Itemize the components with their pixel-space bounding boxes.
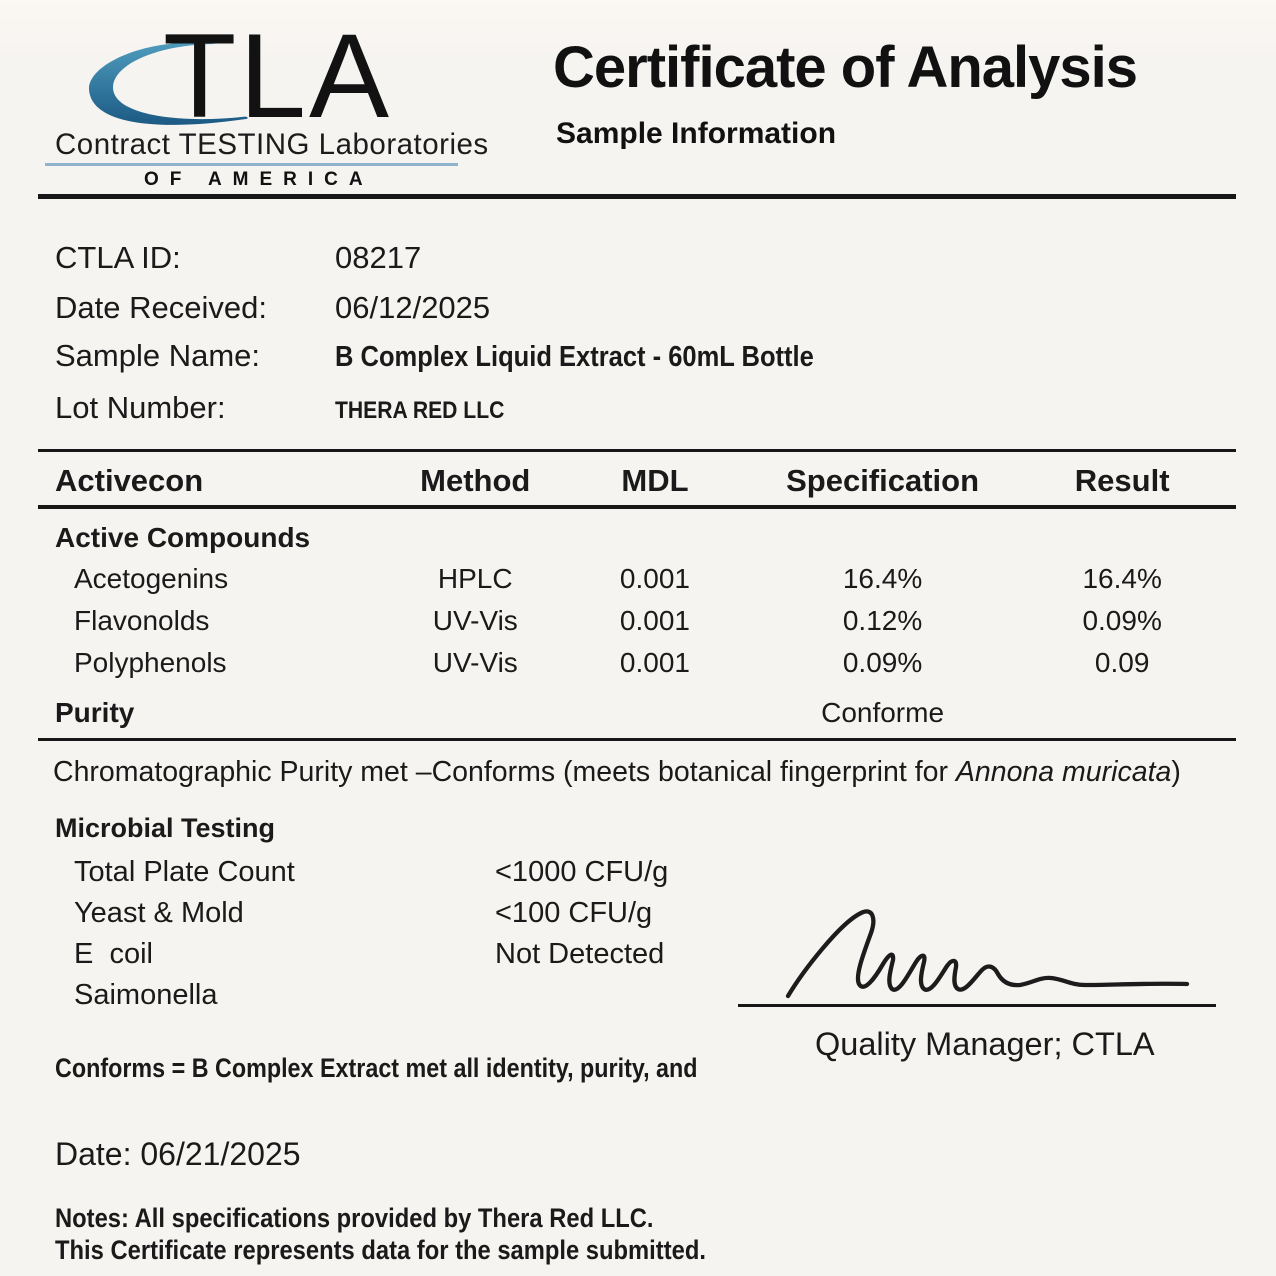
- ctla-id-label: CTLA ID:: [55, 240, 181, 275]
- result-value: 0.09: [1094, 647, 1150, 678]
- col-header-method: Method: [420, 463, 531, 498]
- table-row: [38, 647, 1236, 679]
- mdl-value: 0.001: [619, 647, 690, 678]
- purity-value: Conforme: [821, 697, 945, 728]
- purity-row: [38, 697, 1236, 729]
- mdl-value: 0.001: [619, 563, 690, 594]
- logo-acronym: TLA: [163, 9, 393, 143]
- date-received-label: Date Received:: [55, 290, 267, 325]
- signature-caption: Quality Manager; CTLA: [815, 1026, 1155, 1062]
- header-divider: [38, 194, 1236, 199]
- col-header-mdl: MDL: [621, 463, 689, 498]
- micro-test-name: E coil: [74, 938, 153, 970]
- method-value: HPLC: [437, 563, 513, 594]
- purity-label: Purity: [55, 697, 135, 728]
- date-label: Date:: [55, 1136, 132, 1172]
- analyte-name: Acetogenins: [74, 563, 229, 594]
- lot-number-label: Lot Number:: [55, 390, 226, 425]
- table-header-row: [38, 463, 1236, 499]
- notes-line-1: Notes: All specifications provided by Thera Red LLC.: [55, 1203, 654, 1233]
- col-header-specification: Specification: [786, 463, 980, 498]
- species-name: Annona muricata: [955, 756, 1172, 788]
- date-value: 06/21/2025: [140, 1136, 301, 1172]
- logo-subtext: Contract TESTING Laboratories: [55, 128, 489, 161]
- table-bottom-rule: [38, 738, 1236, 741]
- method-value: UV-Vis: [432, 605, 518, 636]
- page-title: Certificate of Analysis: [553, 35, 1138, 100]
- micro-test-name: Yeast & Mold: [74, 897, 244, 929]
- col-header-activecon: Activecon: [55, 463, 204, 498]
- section-sample-information: Sample Information: [556, 117, 837, 150]
- sample-name-label: Sample Name:: [55, 338, 261, 373]
- signature-scribble: [735, 883, 1205, 1008]
- logo-underline: [45, 163, 458, 166]
- spec-value: 0.12%: [842, 605, 923, 636]
- spec-value: 0.09%: [842, 647, 923, 678]
- table-top-rule: [38, 449, 1236, 452]
- col-header-result: Result: [1074, 463, 1170, 498]
- microbial-testing-heading: Microbial Testing: [55, 813, 276, 843]
- analyte-name: Flavonolds: [74, 605, 210, 636]
- table-row: [38, 605, 1236, 637]
- signature-line: [738, 1004, 1216, 1007]
- table-row: [38, 563, 1236, 595]
- spec-value: 16.4%: [842, 563, 923, 594]
- result-value: 16.4%: [1082, 563, 1162, 594]
- table-header-rule: [38, 505, 1236, 509]
- active-compounds-section-label: Active Compounds: [55, 522, 311, 553]
- method-value: UV-Vis: [432, 647, 518, 678]
- logo-of-america: OF AMERICA: [144, 169, 374, 190]
- micro-test-name: Total Plate Count: [74, 856, 295, 888]
- analyte-name: Polyphenols: [74, 647, 227, 678]
- notes-line-2: This Certificate represents data for the sample submitted.: [55, 1235, 706, 1265]
- micro-test-result: Not Detected: [495, 938, 665, 970]
- micro-test-name: Saimonella: [74, 979, 218, 1011]
- date-received-value: 06/12/2025: [335, 290, 491, 325]
- sample-name-value: B Complex Liquid Extract - 60mL Bottle: [335, 341, 814, 373]
- micro-test-result: <1000 CFU/g: [495, 856, 669, 888]
- micro-test-result: <100 CFU/g: [495, 897, 653, 929]
- notes-block: [55, 1202, 795, 1266]
- mdl-value: 0.001: [619, 605, 690, 636]
- result-value: 0.09%: [1082, 605, 1162, 636]
- chromatographic-purity-note: Chromatographic Purity met –Conforms (meets botanical fingerprint for Annona muricata): [53, 756, 1181, 788]
- lot-number-value: THERA RED LLC: [335, 397, 505, 424]
- date-line: [55, 1136, 301, 1173]
- ctla-id-value: 08217: [335, 240, 422, 275]
- conforms-note: Conforms = B Complex Extract met all identity, purity, and: [55, 1053, 698, 1083]
